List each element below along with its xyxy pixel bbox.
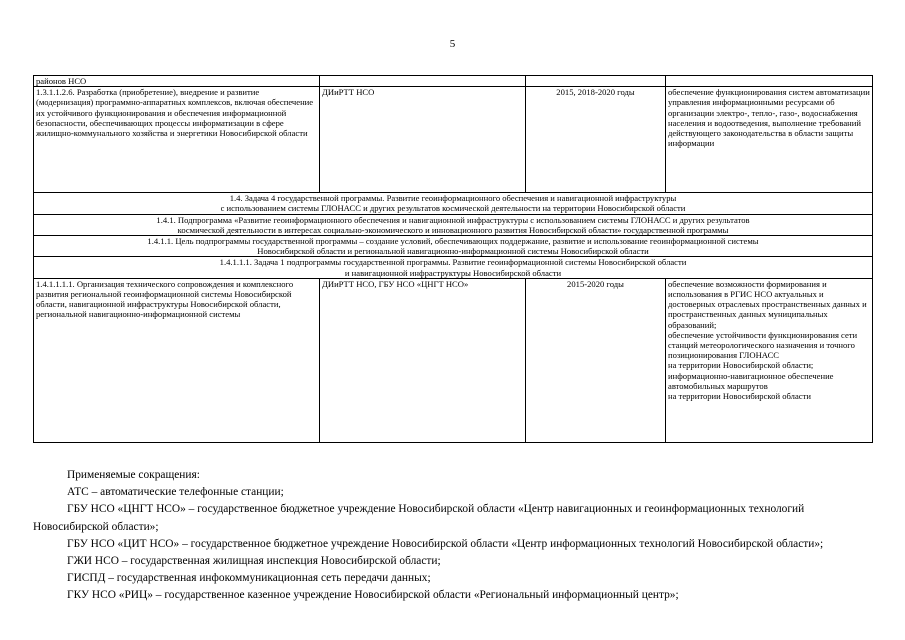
table-row <box>34 278 873 442</box>
table-row <box>34 214 873 235</box>
result-line: информационно-навигационное обеспечение автомобильных маршрутов <box>668 370 834 391</box>
abbreviation-item: ГКУ НСО «РИЦ» – государственное казенное учреждение Новосибирской области «Региональный информационный центр»; <box>67 589 679 602</box>
heading-line: 1.4.1.1.1. Задача 1 подпрограммы государственной программы. Развитие геоинформационной системы Новосибирской области <box>219 257 687 268</box>
result-line: на территории Новосибирской области; <box>668 360 814 371</box>
result-cell: обеспечение функционирования систем автоматизации управления информационными ресурсами об организации электро-, тепло-, газо-, водоснабжения населения и водоотведения, выполнение требований действующего законодательства в области защиты информации <box>666 87 873 193</box>
period-cell <box>526 76 666 87</box>
abbreviation-item: ГБУ НСО «ЦНГТ НСО» – государственное бюджетное учреждение Новосибирской области «Центр навигационных и геоинформационных технологий Новосибирской области»; <box>33 503 805 533</box>
heading-line: 1.4. Задача 4 государственной программы. Развитие геоинформационного обеспечения и навигационной инфраструктуры <box>229 193 677 204</box>
period-cell: 2015-2020 годы <box>526 278 666 442</box>
period-cell: 2015, 2018-2020 годы <box>526 87 666 193</box>
section-heading-1-4-1-1-1 <box>34 257 873 278</box>
executor-cell <box>320 76 526 87</box>
table-row <box>34 193 873 214</box>
result-line: обеспечение устойчивости функционирования сети станций метеорологического назначения и точного позиционирования ГЛОНАСС <box>668 329 858 361</box>
result-cell <box>666 278 873 442</box>
abbreviations-section <box>33 467 873 605</box>
table-row <box>34 257 873 278</box>
executor-cell: ДИиРТТ НСО, ГБУ НСО «ЦНГТ НСО» <box>320 278 526 442</box>
heading-line: космической деятельности в интересах социально-экономического и инновационного развития Новосибирской области» государственной программы <box>177 224 729 235</box>
heading-line: Новосибирской области и региональной навигационно-информационной системы Новосибирской области <box>257 246 649 257</box>
table-row <box>34 76 873 87</box>
result-line: обеспечение возможности формирования и использования в РГИС НСО актуальных и достоверных отраслевых пространственных данных и пространственных данных муниципальных образований; <box>668 278 867 330</box>
abbreviation-item: АТС – автоматические телефонные станции; <box>67 486 284 499</box>
executor-cell: ДИиРТТ НСО <box>320 87 526 193</box>
heading-line: 1.4.1. Подпрограмма «Развитие геоинформационного обеспечения и навигационной инфраструктуры с использованием системы ГЛОНАСС и других результатов <box>156 214 750 225</box>
result-cell <box>666 76 873 87</box>
abbreviations-title: Применяемые сокращения: <box>67 469 200 481</box>
activity-cell: районов НСО <box>34 76 320 87</box>
abbreviation-item: ГБУ НСО «ЦИТ НСО» – государственное бюджетное учреждение Новосибирской области «Центр информационных технологий Новосибирской области»; <box>67 537 824 550</box>
heading-line: и навигационной инфраструктуры Новосибирской области <box>344 267 562 278</box>
section-heading-1-4 <box>34 193 873 214</box>
activity-cell: 1.4.1.1.1.1. Организация технического сопровождения и комплексного развития региональной геоинформационной системы Новосибирской области, навигационной инфраструктуры Новосибирской области, региональной навигационно-информационной системы <box>34 278 320 442</box>
abbreviation-item: ГИСПД – государственная инфокоммуникационная сеть передачи данных; <box>67 572 431 585</box>
heading-line: 1.4.1.1. Цель подпрограммы государственной программы – создание условий, обеспечивающих поддержание, развитие и использование геоинформационной системы <box>147 236 759 247</box>
activity-cell: 1.3.1.1.2.6. Разработка (приобретение), внедрение и развитие (модернизация) программно-аппаратных комплексов, включая обеспечение их устойчивого функционирования и обеспечения информационной безопасности, обеспечивающих процессы информатизации в сфере жилищно-коммунального хозяйства и энергетики Новосибирской области <box>34 87 320 193</box>
table-row <box>34 236 873 257</box>
program-table <box>33 75 873 443</box>
page-number: 5 <box>449 38 456 50</box>
section-heading-1-4-1 <box>34 214 873 235</box>
result-line: на территории Новосибирской области <box>668 391 811 402</box>
section-heading-1-4-1-1 <box>34 236 873 257</box>
abbreviation-item: ГЖИ НСО – государственная жилищная инспекция Новосибирской области; <box>67 555 441 568</box>
table-row <box>34 87 873 193</box>
heading-line: с использованием системы ГЛОНАСС и других результатов космической деятельности на территории Новосибирской области <box>220 203 686 214</box>
